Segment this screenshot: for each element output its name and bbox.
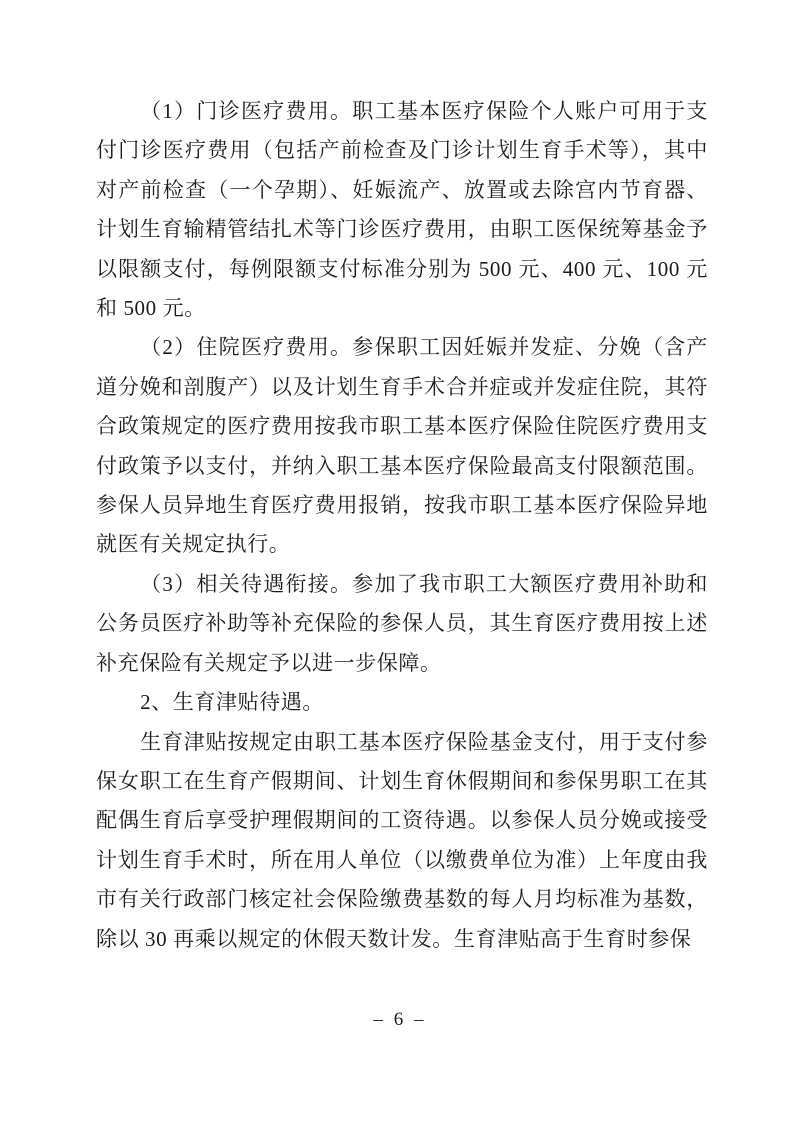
paragraph-hospitalization-expenses: （2）住院医疗费用。参保职工因妊娠并发症、分娩（含产道分娩和剖腹产）以及计划生育手术合并症或并发症住院，其符合政策规定的医疗费用按我市职工基本医疗保险住院医疗费用支付政策予以支付，并纳入职工基本医疗保险最高支付限额范围。参保人员异地生育医疗费用报销，按我市职工基本医疗保险异地就医有关规定执行。 bbox=[96, 335, 708, 557]
paragraph-allowance-heading: 2、生育津贴待遇。 bbox=[140, 690, 324, 715]
paragraph-allowance-detail: 生育津贴按规定由职工基本医疗保险基金支付，用于支付参保女职工在生育产假期间、计划生育休假期间和参保男职工在其配偶生育后享受护理假期间的工资待遇。以参保人员分娩或接受计划生育手术时，所在用人单位（以缴费单位为准）上年度由我市有关行政部门核定社会保险缴费基数的每人月均标准为基数，除以 30 再乘以规定的休假天数计发。生育津贴高于生育时参保 bbox=[96, 729, 708, 951]
paragraph-outpatient-expenses: （1）门诊医疗费用。职工基本医疗保险个人账户可用于支付门诊医疗费用（包括产前检查及门诊计划生育手术等），其中对产前检查（一个孕期）、妊娠流产、放置或去除宫内节育器、计划生育输精管结扎术等门诊医疗费用，由职工医保统筹基金予以限额支付，每例限额支付标准分别为 500 元、400 元、100 元和 500 元。 bbox=[96, 99, 708, 321]
paragraph-benefit-linkage: （3）相关待遇衔接。参加了我市职工大额医疗费用补助和公务员医疗补助等补充保险的参保人员，其生育医疗费用按上述补充保险有关规定予以进一步保障。 bbox=[96, 571, 708, 675]
text-body bbox=[96, 92, 708, 959]
page-number: – 6 – bbox=[373, 1009, 427, 1030]
